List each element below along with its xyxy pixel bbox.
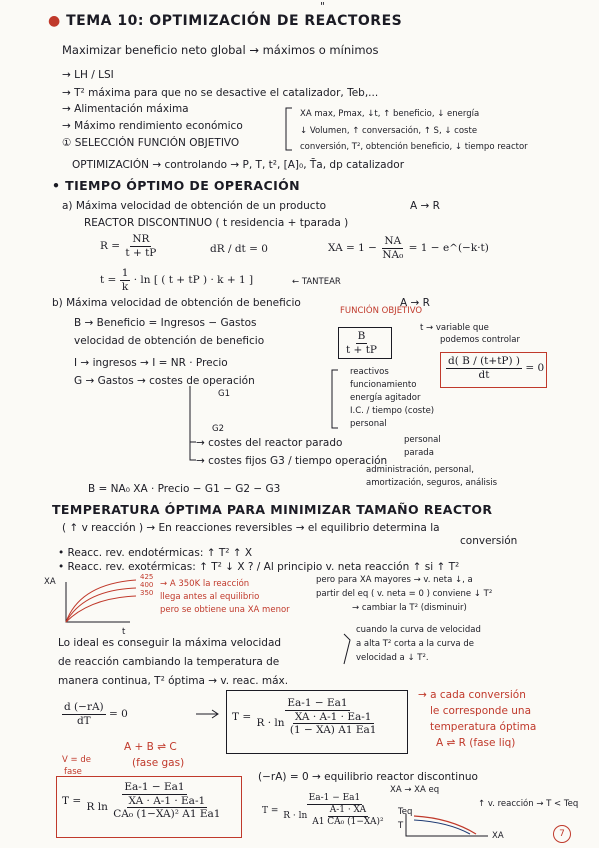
graph-temp-1: 425 (140, 573, 154, 581)
ideal-2: de reacción cambiando la temperatura de (58, 656, 280, 668)
cross-note-3: velocidad a ↓ T². (356, 653, 429, 663)
b-line-2: velocidad de obtención de beneficio (74, 335, 265, 347)
curve-425 (66, 580, 136, 622)
cross-note-1: cuando la curva de velocidad (356, 625, 481, 635)
eq-rate-lhs: R = (100, 240, 121, 252)
opt-num: d (−rA) (64, 701, 104, 713)
g2-item-2: parada (404, 448, 434, 458)
graph-temp-3: 350 (140, 589, 154, 597)
v-var-2: fase (64, 767, 82, 777)
eq-time-den: k (121, 280, 129, 293)
g2-label: G2 (212, 424, 224, 434)
eq-conv-num: NA (384, 235, 402, 247)
title-text: TEMA 10: OPTIMIZACIÓN DE REACTORES (66, 13, 403, 29)
eq-rate-num: NR (132, 233, 150, 245)
tgas-den-num: XA · A-1 · Ea-1 (128, 794, 206, 807)
each-conv-2: le corresponde una (430, 705, 532, 717)
gas-reaction: A + B ⇌ C (124, 741, 177, 753)
op-item-5: personal (350, 419, 387, 429)
b-ingresos: I → ingresos → I = NR · Precio (74, 357, 228, 369)
op-item-4: I.C. / tiempo (coste) (350, 406, 435, 416)
op-item-2: funcionamiento (350, 380, 417, 390)
op-item-1: reactivos (350, 367, 389, 377)
g2-line: → costes del reactor parado (196, 437, 343, 449)
section-heading-tiempo: • TIEMPO ÓPTIMO DE OPERACIÓN (52, 178, 301, 193)
op-item-3: energía agitador (350, 393, 421, 403)
intro-line-1: Maximizar beneficio neto global → máximos o mínimos (62, 43, 379, 57)
deriv-num: d( B / (t+tP) ) (448, 355, 521, 367)
b-gastos: G → Gastos → costes de operación (74, 375, 255, 387)
intro-line-4: → Alimentación máxima (62, 103, 189, 115)
ideal-3: manera continua, T² óptima → v. reac. máx. (58, 675, 289, 687)
reactor-line: REACTOR DISCONTINUO ( t residencia + tparada ) (84, 217, 349, 229)
g3-item-2: amortización, seguros, análisis (366, 478, 498, 488)
intro-note-1: XA max, Pmax, ↓t, ↑ beneficio, ↓ energía (300, 109, 480, 119)
topt-arrow (196, 710, 218, 718)
section-heading-temperatura: TEMPERATURA ÓPTIMA PARA MINIMIZAR TAMAÑO REACTOR (52, 502, 493, 517)
graph-temp-2: 400 (140, 581, 154, 589)
intro-note-3: conversión, T², obtención beneficio, ↓ tiempo reactor (300, 142, 528, 152)
var-note-1: t → variable que (420, 323, 489, 333)
intro-brace (286, 108, 292, 150)
fo-den: t + tP (346, 343, 377, 356)
g2-item-1: personal (404, 435, 441, 445)
tgas-den-ln: R ln (86, 801, 108, 814)
each-conv-4: A ⇌ R (fase liq) (436, 737, 516, 749)
s2-line-3: • Reacc. rev. exotérmicas: ↑ T² ↓ X ? / Al principio v. neta reacción ↑ si ↑ T² (58, 561, 460, 573)
tgas-num: Ea-1 − Ea1 (124, 781, 185, 793)
ideal-brace (344, 634, 350, 664)
s2-line-5: partir del eq ( v. neta = 0 ) conviene ↓ T² (316, 589, 493, 599)
a-reaction: A → R (410, 200, 440, 212)
opt-rhs: = 0 (109, 708, 128, 720)
tantear-note: ← TANTEAR (292, 277, 341, 287)
fo-num: B (357, 330, 366, 342)
intro-line-5: → Máximo rendimiento económico (62, 120, 243, 132)
graph-xlabel: t (122, 627, 126, 637)
teq-den-den: A1 CA₀ (1−XA)² (312, 817, 384, 827)
graph-note-2: llega antes al equilibrio (160, 592, 260, 602)
eq-rate-den: t + tP (125, 246, 157, 259)
intro-line-6: ① SELECCIÓN FUNCIÓN OBJETIVO (62, 137, 240, 149)
top-mark: " (320, 1, 325, 13)
s2-line-1: ( ↑ v reacción ) → En reacciones reversibles → el equilibrio determina la (62, 522, 440, 534)
intro-line-3: → T² máxima para que no se desactive el catalizador, Teb,... (62, 87, 379, 99)
opt-den: dT (76, 714, 91, 727)
vreac-note: ↑ v. reacción → T < Teq (478, 799, 579, 809)
intro-note-2: ↓ Volumen, ↑ conversación, ↑ S, ↓ coste (300, 126, 478, 136)
b-final: B = NA₀ XA · Precio − G1 − G2 − G3 (88, 483, 281, 495)
g1-label: G1 (218, 389, 230, 399)
intro-line-7: OPTIMIZACIÓN → controlando → P, T, t², [A]₀, T̄a, dp catalizador (72, 159, 405, 171)
topt-num: Ea-1 − Ea1 (287, 697, 348, 709)
g3-line: → costes fijos G3 / tiempo operación (196, 455, 388, 467)
eq-conv-den: NA₀ (382, 248, 404, 261)
each-conv-3: temperatura óptima (430, 721, 537, 733)
g3-item-1: administración, personal, (366, 465, 474, 475)
eq-conv-lhs: XA = 1 − (328, 242, 377, 254)
eq-deriv: dR / dt = 0 (210, 243, 268, 255)
graph-note-3: pero se obtiene una XA menor (160, 605, 290, 615)
funcion-objetivo-label: FUNCIÓN OBJETIVO (340, 306, 423, 316)
eq-line: (−rA) = 0 → equilibrio reactor discontinuo (258, 771, 478, 783)
each-conv-1: → a cada conversión (418, 689, 526, 701)
teq-num: Ea-1 − Ea1 (308, 793, 361, 803)
gas-phase: (fase gas) (132, 757, 185, 769)
s2-line-4: pero para XA mayores → v. neta ↓, a (316, 575, 473, 585)
var-note-2: podemos controlar (440, 335, 520, 345)
gastos-bracket (190, 386, 196, 460)
deriv-rhs: = 0 (525, 362, 545, 374)
eq-conv-rhs: = 1 − e^(−k·t) (408, 242, 489, 254)
b-reaction: A → R (400, 297, 430, 309)
tgas-lhs: T = (62, 794, 82, 807)
tgraph-xlabel: XA (492, 831, 504, 841)
topt-den-num: XA · A-1 · Ea-1 (294, 710, 372, 723)
b-line-1: B → Beneficio = Ingresos − Gastos (74, 317, 257, 329)
cost-brace (332, 370, 338, 428)
teq-lhs: T = (262, 806, 279, 816)
bullet-icon: ● (48, 13, 61, 29)
eq-time-num: 1 (121, 267, 129, 279)
s2-line-1b: conversión (460, 535, 518, 547)
tgraph-ylabel: T (398, 821, 404, 831)
graph-ylabel: XA (44, 577, 56, 587)
graph-note-1: → A 350K la reacción (160, 579, 250, 589)
teq-den-ln: R · ln (283, 811, 308, 821)
s2-line-2: • Reacc. rev. endotérmicas: ↑ T² ↑ X (58, 547, 253, 559)
page-number: 7 (553, 825, 571, 843)
change-note: → cambiar la T² (disminuir) (352, 603, 467, 613)
eq-xa: XA → XA eq (390, 785, 440, 795)
eq-time-lhs: t = (100, 274, 117, 286)
cross-note-2: a alta T² corta a la curva de (356, 639, 474, 649)
topt-lhs: T = (232, 710, 252, 723)
topt-den-den: (1 − XA) A1 Ea1 (289, 724, 377, 736)
ideal-1: Lo ideal es conseguir la máxima velocidad (58, 637, 282, 649)
deriv-den: dt (478, 368, 490, 381)
b-title: b) Máxima velocidad de obtención de beneficio (52, 297, 301, 309)
topt-den-ln: R · ln (256, 717, 285, 730)
v-var: V = de (62, 755, 91, 765)
eq-time-rhs: · ln [ ( t + tP ) · k + 1 ] (133, 274, 254, 286)
curve-400 (66, 588, 136, 622)
a-title: a) Máxima velocidad de obtención de un producto (62, 200, 327, 212)
xa-graph-axes (66, 582, 130, 622)
intro-line-2: → LH / LSI (62, 69, 114, 81)
teq-label: Teq (398, 807, 413, 817)
teq-den-num: A-1 · XA (329, 805, 367, 815)
tgas-den-den: CA₀ (1−XA)² A1 Ea1 (113, 808, 221, 820)
